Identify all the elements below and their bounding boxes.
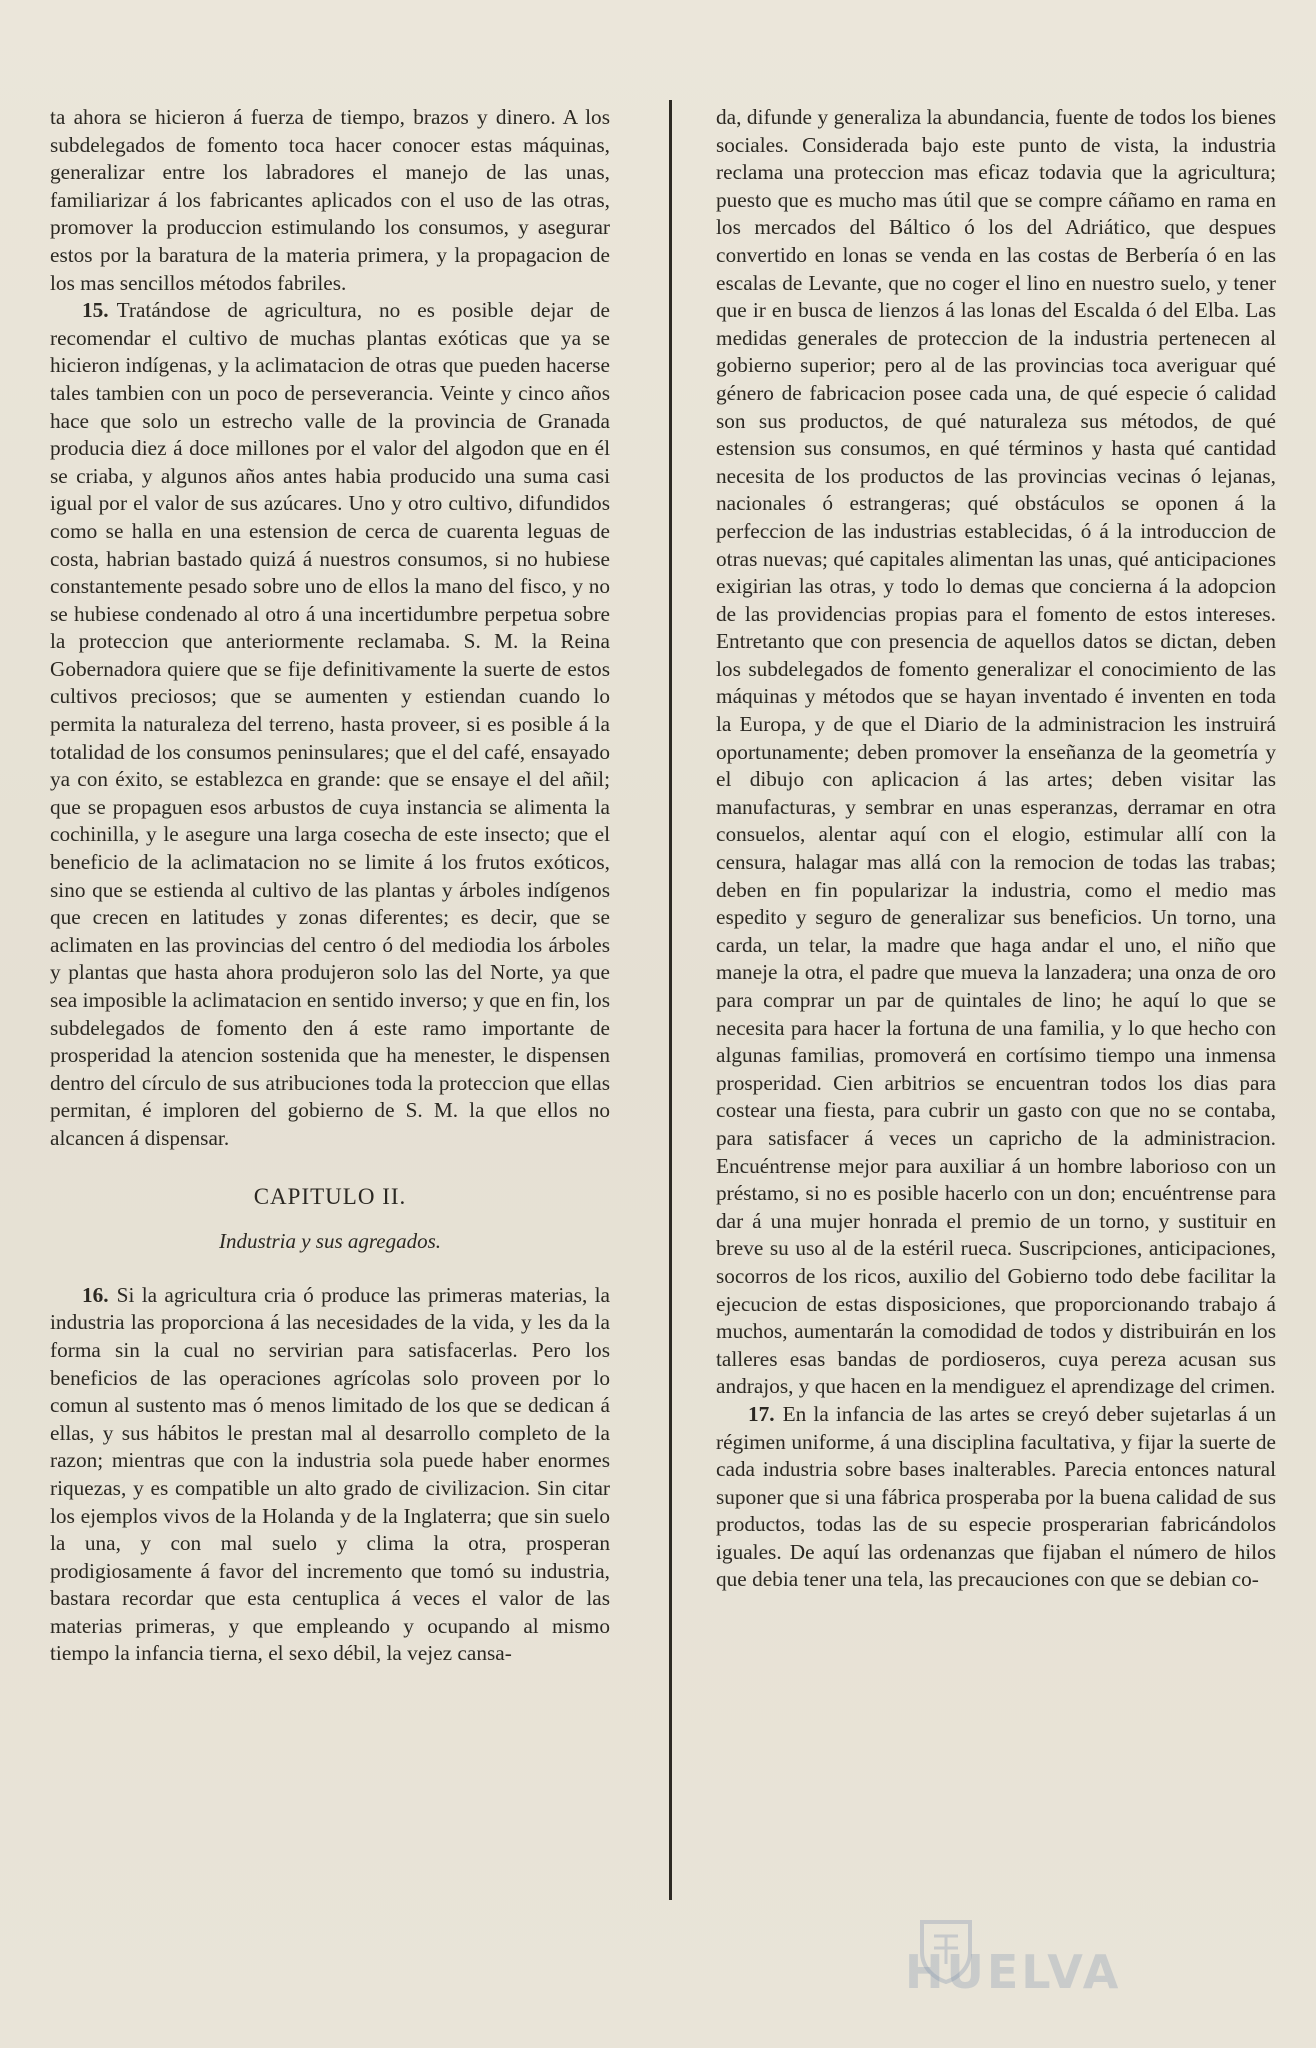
paragraph-text: Tratándose de agricultura, no es posible dejar de recomendar el cultivo de muchas plantas exóticas que ya se hicieron indígenas, y la aclimatacion de otras que pueden hacerse tales tambien con un poco de perseverancia. Veinte y cinco años hace que solo un estrecho valle de la provincia de Granada producia diez á doce millones por el valor del algodon que en él se criaba, y algunos años antes habia producido una suma casi igual por el valor de sus azúcares. Uno y otro cultivo, difundidos como se halla en una estension de cerca de cuarenta leguas de costa, habrian bastado quizá á nuestros consumos, si no hubiese constantemente pesado sobre uno de ellos la mano del fisco, y no se hubiese condenado al otro á una incertidumbre perpetua sobre la proteccion que anteriormente reclamaba. S. M. la Reina Gobernadora quiere que se fije definitivamente la suerte de estos cultivos preciosos; que se aumenten y estiendan cuando lo permita la naturaleza del terreno, hasta proveer, si es posible á la totalidad de los consumos peninsulares; que el del café, ensayado ya con éxito, se establezca en grande: que se ensaye el del añil; que se propaguen esos arbustos de cuya instancia se alimenta la cochinilla, y le asegure una larga cosecha de este insecto; que el beneficio de la aclimatacion no se limite á los frutos exóticos, sino que se estienda al cultivo de las plantas y árboles indígenos que crecen en latitudes y zonas diferentes; es decir, que se aclimaten en las provincias del centro ó del mediodia los árboles y plantas que hasta ahora produjeron solo las del Norte, ya que sea imposible la aclimatacion en sentido inverso; y que en fin, los subdelegados de fomento den á este ramo importante de prosperidad la atencion sostenida que ha menester, le dispensen dentro del círculo de sus atribuciones toda la proteccion que ellas permitan, é imploren del gobierno de S. M. la que ellos no alcancen á dispensar.: [50, 298, 610, 1150]
chapter-heading: CAPITULO II.: [253, 1183, 407, 1209]
column-divider: [669, 100, 672, 1900]
paragraph-17: [716, 1401, 1276, 1594]
chapter-subtitle: Industria y sus agregados.: [218, 1229, 442, 1254]
paragraph-number: 17.: [748, 1401, 775, 1426]
left-column: [50, 104, 610, 1668]
paragraph-16: [50, 1282, 610, 1668]
paragraph-number: 16.: [82, 1282, 109, 1307]
paragraph-number: 15.: [82, 298, 109, 323]
paragraph-continuation: da, difunde y generaliza la abundancia, fuente de todos los bienes sociales. Considerada bajo este punto de vista, la industria reclama una proteccion mas eficaz todavia que la agricultura; puesto que es mucho mas útil que se compre cáñamo en rama en los mercados del Báltico ó los del Adriático, que despues convertido en lonas se venda en las costas de Berbería ó en las escalas de Levante, que no coger el lino en nuestro suelo, y tener que ir en busca de lienzos á las lonas del Escalda ó del Elba. Las medidas generales de proteccion de la industria pertenecen al gobierno superior; pero al de las provincias toca averiguar qué género de fabricacion posee cada una, de qué especie ó calidad son sus productos, de qué naturaleza sus métodos, de qué estension sus consumos, en qué términos y hasta qué cantidad necesita de los productos de las provincias vecinas ó lejanas, nacionales ó estrangeras; qué obstáculos se oponen á la perfeccion de las industrias establecidas, ó á la introduccion de otras nuevas; qué capitales alimentan las unas, qué anticipaciones exigirian las otras, y todo lo demas que concierna á la adopcion de las providencias propias para el fomento de estos intereses. Entretanto que con presencia de aquellos datos se dictan, deben los subdelegados de fomento generalizar el conocimiento de las máquinas y métodos que se hayan inventado é inventen en toda la Europa, y de que el Diario de la administracion les instruirá oportunamente; deben promover la enseñanza de la geometría y el dibujo con aplicacion á las artes; deben visitar las manufacturas, y sembrar en unas esperanzas, derramar en otra consuelos, alentar aquí con el elogio, estimular allí con la censura, halagar mas allá con la remocion de todas las trabas; deben en fin popularizar la industria, como el medio mas espedito y seguro de generalizar sus beneficios. Un torno, una carda, un telar, la madre que haga andar el uno, el niño que maneje la otra, el padre que mueva la lanzadera; una onza de oro para comprar un par de quintales de lino; he aquí lo que se necesita para hacer la fortuna de una familia, y lo que hecho con algunas familias, promoverá en cortísimo tiempo una inmensa prosperidad. Cien arbitrios se encuentran todos los dias para costear una fiesta, para cubrir un gasto con que no se contaba, para satisfacer á veces un capricho de la administracion. Encuéntrense mejor para auxiliar á un hombre laborioso con un préstamo, si no es posible hacerlo con un don; encuéntrense para dar á una mujer honrada el premio de un torno, y sustituir en breve su uso al de la estéril rueca. Suscripciones, anticipaciones, socorros de los ricos, auxilio del Gobierno todo debe facilitar la ejecucion de estas disposiciones, que proporcionando trabajo á muchos, aumentarán la comodidad de todos y distribuirán en los talleres esas bandas de pordioseros, cuya pereza acusan sus andrajos, y que hacen en la mendiguez el aprendizage del crimen.: [716, 105, 1276, 1399]
archive-watermark: HUELVA: [905, 1945, 1122, 1999]
paragraph-15: [50, 297, 610, 1152]
paragraph-text: Si la agricultura cria ó produce las primeras materias, la industria las proporciona á las necesidades de la vida, y les da la forma sin la cual no servirian para satisfacerlas. Pero los beneficios de las operaciones agrícolas solo proveen por lo comun al sustento mas ó menos limitado de los que se dedican á ellas, y sus hábitos le prestan mal al desarrollo completo de la razon; mientras que con la industria sola puede haber enormes riquezas, y es compatible un alto grado de civilizacion. Sin citar los ejemplos vivos de la Holanda y de la Inglaterra; que sin suelo la una, y con mal suelo y clima la otra, prosperan prodigiosamente á favor del incremento que tomó su industria, bastara recordar que esta centuplica á veces el valor de las materias primeras, y que empleando y ocupando al mismo tiempo la infancia tierna, el sexo débil, la vejez cansa-: [50, 1282, 610, 1666]
paragraph-continuation: ta ahora se hicieron á fuerza de tiempo, brazos y dinero. A los subdelegados de fomento toca hacer conocer estas máquinas, generalizar entre los labradores el manejo de las unas, familiarizar á los fabricantes aplicados con el uso de las otras, promover la produccion estimulando los consumos, y asegurar estos por la baratura de la materia primera, y la propagacion de los mas sencillos métodos fabriles.: [50, 105, 610, 295]
right-column: [716, 104, 1276, 1594]
paragraph-text: En la infancia de las artes se creyó deber sujetarlas á un régimen uniforme, á una disciplina facultativa, y fijar la suerte de cada industria sobre bases inalterables. Parecia entonces natural suponer que si una fábrica prosperaba por la buena calidad de sus productos, todas las de su especie prosperarian fabricándolos iguales. De aquí las ordenanzas que fijaban el número de hilos que debia tener una tela, las precauciones con que se debian co-: [716, 1401, 1276, 1592]
